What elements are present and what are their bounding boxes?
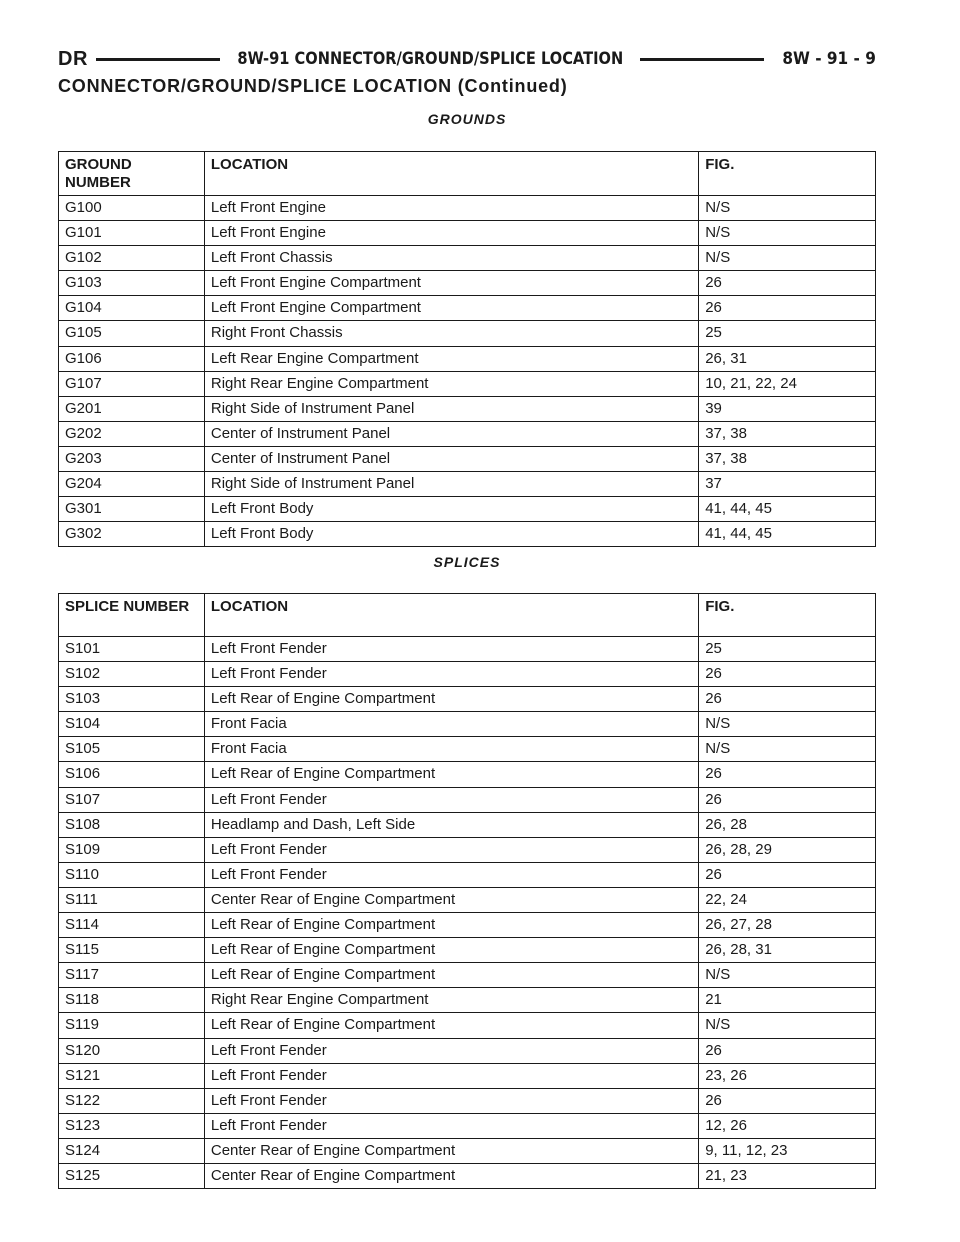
location-cell: Left Front Fender: [204, 837, 698, 862]
location-cell: Left Front Fender: [204, 787, 698, 812]
number-cell: S117: [59, 963, 205, 988]
location-cell: Center Rear of Engine Compartment: [204, 1163, 698, 1188]
number-cell: S125: [59, 1163, 205, 1188]
fig-cell: 26, 28, 29: [699, 837, 876, 862]
grounds-table: [58, 151, 876, 547]
number-cell: S111: [59, 887, 205, 912]
location-cell: Right Side of Instrument Panel: [204, 472, 698, 497]
number-cell: G301: [59, 497, 205, 522]
number-cell: S110: [59, 862, 205, 887]
table-row: [59, 762, 876, 787]
fig-cell: 26, 27, 28: [699, 913, 876, 938]
fig-cell: 26, 28, 31: [699, 938, 876, 963]
page-header: [58, 44, 876, 74]
number-cell: G106: [59, 346, 205, 371]
fig-cell: 26: [699, 1038, 876, 1063]
header-section-code: DR: [58, 47, 88, 70]
location-cell: Left Rear of Engine Compartment: [204, 762, 698, 787]
fig-cell: N/S: [699, 221, 876, 246]
table-row: [59, 522, 876, 547]
number-cell: S102: [59, 662, 205, 687]
location-cell: Left Rear Engine Compartment: [204, 346, 698, 371]
fig-cell: 37, 38: [699, 421, 876, 446]
table-row: [59, 321, 876, 346]
table-row: [59, 637, 876, 662]
fig-cell: 23, 26: [699, 1063, 876, 1088]
column-header-location: LOCATION: [204, 152, 698, 196]
location-cell: Front Facia: [204, 737, 698, 762]
header-title: 8W-91 CONNECTOR/GROUND/SPLICE LOCATION: [237, 49, 623, 69]
fig-cell: 25: [699, 637, 876, 662]
column-header-ground-number: GROUND NUMBER: [59, 152, 205, 196]
fig-cell: 37, 38: [699, 446, 876, 471]
number-cell: S120: [59, 1038, 205, 1063]
number-cell: G103: [59, 271, 205, 296]
location-cell: Left Rear of Engine Compartment: [204, 1013, 698, 1038]
table-row: [59, 737, 876, 762]
table-row: [59, 421, 876, 446]
table-row: [59, 938, 876, 963]
fig-cell: 10, 21, 22, 24: [699, 371, 876, 396]
number-cell: S101: [59, 637, 205, 662]
fig-cell: N/S: [699, 737, 876, 762]
header-rule-right: [640, 58, 764, 61]
fig-cell: 26: [699, 662, 876, 687]
number-cell: S107: [59, 787, 205, 812]
number-cell: S109: [59, 837, 205, 862]
location-cell: Left Front Fender: [204, 1113, 698, 1138]
fig-cell: 26: [699, 271, 876, 296]
location-cell: Left Rear of Engine Compartment: [204, 687, 698, 712]
number-cell: S114: [59, 913, 205, 938]
number-cell: G102: [59, 246, 205, 271]
fig-cell: 22, 24: [699, 887, 876, 912]
table-row: [59, 296, 876, 321]
location-cell: Right Side of Instrument Panel: [204, 396, 698, 421]
location-cell: Left Front Chassis: [204, 246, 698, 271]
location-cell: Right Rear Engine Compartment: [204, 371, 698, 396]
number-cell: G302: [59, 522, 205, 547]
number-cell: G100: [59, 196, 205, 221]
location-cell: Left Front Fender: [204, 1088, 698, 1113]
fig-cell: 26, 31: [699, 346, 876, 371]
location-cell: Left Front Engine Compartment: [204, 296, 698, 321]
location-cell: Left Front Fender: [204, 662, 698, 687]
number-cell: S105: [59, 737, 205, 762]
table-row: [59, 221, 876, 246]
table-row: [59, 787, 876, 812]
column-header-location: LOCATION: [204, 594, 698, 637]
table-row: [59, 1013, 876, 1038]
number-cell: G203: [59, 446, 205, 471]
number-cell: S104: [59, 712, 205, 737]
location-cell: Left Front Fender: [204, 862, 698, 887]
location-cell: Left Front Engine: [204, 196, 698, 221]
fig-cell: 25: [699, 321, 876, 346]
table-row: [59, 1163, 876, 1188]
column-header-splice-number: SPLICE NUMBER: [59, 594, 205, 637]
number-cell: S106: [59, 762, 205, 787]
number-cell: G202: [59, 421, 205, 446]
number-cell: S118: [59, 988, 205, 1013]
table-row: [59, 446, 876, 471]
number-cell: G204: [59, 472, 205, 497]
table-row: [59, 887, 876, 912]
table-row: [59, 712, 876, 737]
table-row: [59, 687, 876, 712]
fig-cell: 26, 28: [699, 812, 876, 837]
table-row: [59, 497, 876, 522]
fig-cell: 41, 44, 45: [699, 497, 876, 522]
table-row: [59, 1063, 876, 1088]
location-cell: Front Facia: [204, 712, 698, 737]
location-cell: Center Rear of Engine Compartment: [204, 887, 698, 912]
table-row: [59, 862, 876, 887]
column-header-fig: FIG.: [699, 152, 876, 196]
fig-cell: 41, 44, 45: [699, 522, 876, 547]
table-row: [59, 837, 876, 862]
fig-cell: 37: [699, 472, 876, 497]
splices-title: SPLICES: [433, 554, 501, 570]
number-cell: S119: [59, 1013, 205, 1038]
fig-cell: 21: [699, 988, 876, 1013]
location-cell: Left Front Engine: [204, 221, 698, 246]
table-row: [59, 1138, 876, 1163]
location-cell: Left Rear of Engine Compartment: [204, 963, 698, 988]
table-row: [59, 988, 876, 1013]
location-cell: Left Front Fender: [204, 1038, 698, 1063]
fig-cell: N/S: [699, 963, 876, 988]
header-rule-left: [96, 58, 220, 61]
table-row: [59, 346, 876, 371]
number-cell: S123: [59, 1113, 205, 1138]
table-row: [59, 1038, 876, 1063]
number-cell: S115: [59, 938, 205, 963]
number-cell: S103: [59, 687, 205, 712]
column-header-fig: FIG.: [699, 594, 876, 637]
location-cell: Headlamp and Dash, Left Side: [204, 812, 698, 837]
fig-cell: N/S: [699, 1013, 876, 1038]
location-cell: Center of Instrument Panel: [204, 421, 698, 446]
table-row: [59, 271, 876, 296]
splices-header-row: [59, 594, 876, 637]
location-cell: Left Rear of Engine Compartment: [204, 913, 698, 938]
grounds-header-row: [59, 152, 876, 196]
fig-cell: 12, 26: [699, 1113, 876, 1138]
location-cell: Left Front Fender: [204, 1063, 698, 1088]
page-title: CONNECTOR/GROUND/SPLICE LOCATION (Continued): [58, 76, 568, 96]
grounds-title: GROUNDS: [427, 111, 507, 127]
location-cell: Left Front Engine Compartment: [204, 271, 698, 296]
fig-cell: 39: [699, 396, 876, 421]
table-row: [59, 246, 876, 271]
number-cell: S124: [59, 1138, 205, 1163]
table-row: [59, 371, 876, 396]
number-cell: S108: [59, 812, 205, 837]
table-row: [59, 662, 876, 687]
number-cell: G201: [59, 396, 205, 421]
table-row: [59, 472, 876, 497]
number-cell: S122: [59, 1088, 205, 1113]
fig-cell: 9, 11, 12, 23: [699, 1138, 876, 1163]
fig-cell: 26: [699, 762, 876, 787]
location-cell: Center of Instrument Panel: [204, 446, 698, 471]
table-row: [59, 1088, 876, 1113]
fig-cell: 26: [699, 862, 876, 887]
location-cell: Left Front Fender: [204, 637, 698, 662]
table-row: [59, 196, 876, 221]
location-cell: Center Rear of Engine Compartment: [204, 1138, 698, 1163]
fig-cell: N/S: [699, 246, 876, 271]
number-cell: G101: [59, 221, 205, 246]
location-cell: Left Rear of Engine Compartment: [204, 938, 698, 963]
fig-cell: N/S: [699, 196, 876, 221]
location-cell: Right Front Chassis: [204, 321, 698, 346]
fig-cell: 26: [699, 1088, 876, 1113]
table-row: [59, 913, 876, 938]
number-cell: G107: [59, 371, 205, 396]
table-row: [59, 1113, 876, 1138]
location-cell: Left Front Body: [204, 522, 698, 547]
header-page-number: 8W - 91 - 9: [782, 49, 877, 69]
location-cell: Left Front Body: [204, 497, 698, 522]
number-cell: S121: [59, 1063, 205, 1088]
splices-table: [58, 593, 876, 1189]
table-row: [59, 963, 876, 988]
fig-cell: 26: [699, 687, 876, 712]
fig-cell: 26: [699, 296, 876, 321]
fig-cell: N/S: [699, 712, 876, 737]
number-cell: G105: [59, 321, 205, 346]
table-row: [59, 396, 876, 421]
table-row: [59, 812, 876, 837]
location-cell: Right Rear Engine Compartment: [204, 988, 698, 1013]
number-cell: G104: [59, 296, 205, 321]
fig-cell: 21, 23: [699, 1163, 876, 1188]
fig-cell: 26: [699, 787, 876, 812]
